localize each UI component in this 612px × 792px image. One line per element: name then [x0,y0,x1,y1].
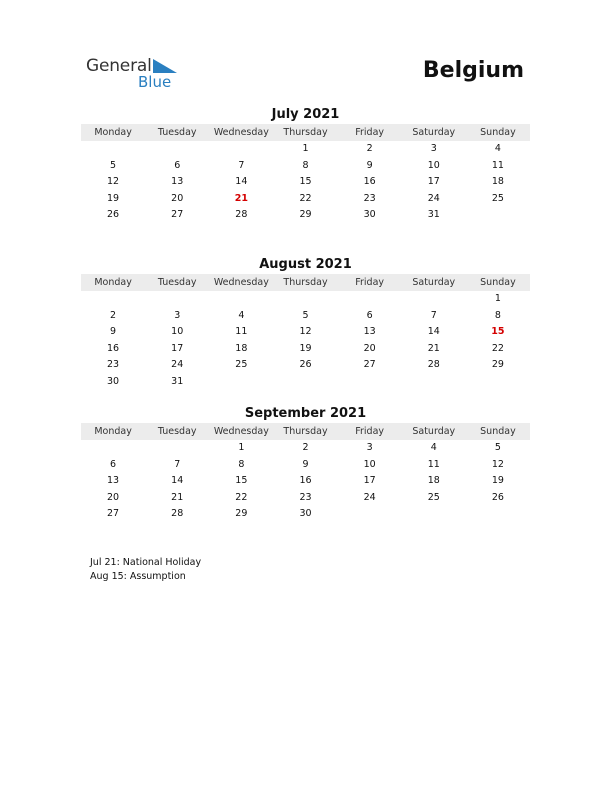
day-cell [338,291,402,308]
day-cell: 19 [107,192,120,204]
week-row [81,374,530,391]
day-cell [338,374,402,391]
month-title: September 2021 [244,406,367,421]
weekday-label: Thursday [283,127,328,138]
day-cell: 23 [363,192,376,204]
day-cell: 10 [171,326,184,338]
day-cell: 17 [363,475,376,487]
day-cell: 24 [171,359,184,371]
day-cell: 6 [174,159,181,171]
logo-general-text: General [86,56,152,76]
week-row [81,291,530,308]
day-cell: 21 [171,491,184,503]
day-cell: 11 [235,326,248,338]
week-row [81,324,530,341]
month-calendar-august [81,256,530,391]
day-cell: 4 [494,143,501,154]
day-cell: 8 [238,458,245,470]
day-cell: 17 [427,176,440,188]
day-cell: 3 [430,143,437,154]
day-cell [273,374,337,391]
day-cell: 22 [299,192,312,204]
weekday-label: Wednesday [213,426,269,437]
week-row [81,141,530,158]
day-cell: 8 [302,159,309,171]
weekday-label: Friday [355,127,385,138]
day-cell [81,440,145,457]
day-cell: 26 [491,491,504,503]
month-title: July 2021 [271,107,340,122]
day-cell: 7 [238,159,245,171]
weekday-label: Wednesday [213,277,269,288]
weekday-label: Tuesday [157,127,197,138]
day-cell: 27 [363,359,376,371]
day-cell: 9 [366,159,373,171]
day-cell: 12 [299,326,312,338]
week-row [81,191,530,208]
day-cell: 23 [107,359,120,371]
day-cell: 13 [107,475,120,487]
day-cell: 19 [299,342,312,354]
day-cell: 1 [238,442,245,453]
day-cell: 12 [491,458,504,470]
weekday-label: Tuesday [157,426,197,437]
day-cell: 5 [110,159,117,171]
day-cell: 13 [363,326,376,338]
day-cell: 3 [366,442,373,453]
month-calendar-september [81,405,530,523]
weekday-label: Monday [94,127,132,138]
holiday-notes [90,556,201,584]
day-cell: 29 [299,209,312,221]
day-cell: 15 [299,176,312,188]
day-cell: 13 [171,176,184,188]
day-cell: 30 [107,375,120,387]
day-cell [81,141,145,158]
day-cell: 7 [430,309,437,321]
day-cell: 9 [302,458,309,470]
day-cell: 22 [491,342,504,354]
day-cell [145,291,209,308]
weekday-label: Thursday [283,277,328,288]
logo-triangle-icon [153,59,177,73]
day-cell: 25 [235,359,248,371]
day-cell: 31 [171,375,184,387]
day-cell: 18 [235,342,248,354]
weekday-label: Monday [94,426,132,437]
day-cell: 20 [171,192,184,204]
day-cell: 2 [366,143,373,154]
day-cell: 28 [171,508,184,520]
weekday-label: Saturday [412,277,456,288]
holiday-note: Jul 21: National Holiday [90,557,202,568]
weekday-label: Saturday [412,426,456,437]
day-cell [402,374,466,391]
day-cell: 22 [235,491,248,503]
weekday-label: Sunday [480,426,516,437]
week-row [81,473,530,490]
day-cell: 25 [427,491,440,503]
day-cell: 16 [107,342,120,354]
day-cell: 14 [171,475,184,487]
day-cell: 30 [299,508,312,520]
week-row [81,158,530,175]
day-cell: 7 [174,458,181,470]
weekday-header-row [81,423,530,440]
day-cell: 1 [494,293,501,304]
day-cell: 12 [107,176,120,188]
weekday-label: Friday [355,277,385,288]
holiday-day-cell: 21 [234,192,248,204]
weekday-label: Sunday [480,277,516,288]
day-cell: 30 [363,209,376,221]
weekday-header-row [81,274,530,291]
day-cell: 18 [427,475,440,487]
day-cell: 1 [302,143,309,154]
day-cell [466,506,530,523]
day-cell: 11 [491,159,504,171]
day-cell [402,506,466,523]
day-cell: 15 [235,475,248,487]
weekday-label: Friday [355,426,385,437]
day-cell: 2 [110,309,117,321]
day-cell: 5 [494,442,501,453]
week-row [81,490,530,507]
week-row [81,506,530,523]
day-cell: 6 [366,309,373,321]
day-cell: 19 [491,475,504,487]
day-cell: 21 [427,342,440,354]
day-cell: 20 [363,342,376,354]
day-cell: 10 [427,159,440,171]
week-row [81,440,530,457]
day-cell: 28 [427,359,440,371]
day-cell: 29 [235,508,248,520]
day-cell [402,291,466,308]
logo-blue-text: Blue [138,73,172,91]
week-row [81,308,530,325]
day-cell: 24 [427,192,440,204]
day-cell: 9 [110,326,117,338]
day-cell: 4 [430,442,437,453]
day-cell [273,291,337,308]
day-cell: 8 [494,309,501,321]
day-cell: 31 [427,209,440,221]
month-title: August 2021 [259,257,352,272]
day-cell: 28 [235,209,248,221]
day-cell: 16 [363,176,376,188]
weekday-label: Tuesday [157,277,197,288]
day-cell [466,374,530,391]
month-calendar-july [81,106,530,224]
day-cell: 2 [302,442,309,453]
day-cell: 18 [491,176,504,188]
day-cell: 3 [174,309,181,321]
week-row [81,341,530,358]
day-cell: 27 [107,508,120,520]
weekday-label: Wednesday [213,127,269,138]
generalblue-logo [86,56,186,92]
day-cell: 16 [299,475,312,487]
day-cell: 4 [238,309,245,321]
day-cell: 20 [107,491,120,503]
day-cell: 27 [171,209,184,221]
weekday-label: Sunday [480,127,516,138]
day-cell [209,141,273,158]
day-cell: 24 [363,491,376,503]
week-row [81,457,530,474]
day-cell: 10 [363,458,376,470]
week-row [81,357,530,374]
day-cell: 6 [110,458,117,470]
day-cell: 17 [171,342,184,354]
holiday-note: Aug 15: Assumption [90,571,186,582]
day-cell [466,207,530,224]
week-row [81,207,530,224]
day-cell [209,374,273,391]
weekday-label: Thursday [283,426,328,437]
weekday-header-row [81,124,530,141]
week-row [81,174,530,191]
day-cell: 14 [427,326,440,338]
day-cell: 5 [302,309,309,321]
day-cell: 26 [299,359,312,371]
day-cell [209,291,273,308]
day-cell [338,506,402,523]
day-cell [81,291,145,308]
day-cell [145,440,209,457]
weekday-label: Monday [94,277,132,288]
day-cell [145,141,209,158]
day-cell: 23 [299,491,312,503]
country-title: Belgium [422,58,524,83]
day-cell: 14 [235,176,248,188]
day-cell: 26 [107,209,120,221]
day-cell: 25 [491,192,504,204]
weekday-label: Saturday [412,127,456,138]
day-cell: 29 [491,359,504,371]
day-cell: 11 [427,458,440,470]
holiday-day-cell: 15 [491,326,505,338]
